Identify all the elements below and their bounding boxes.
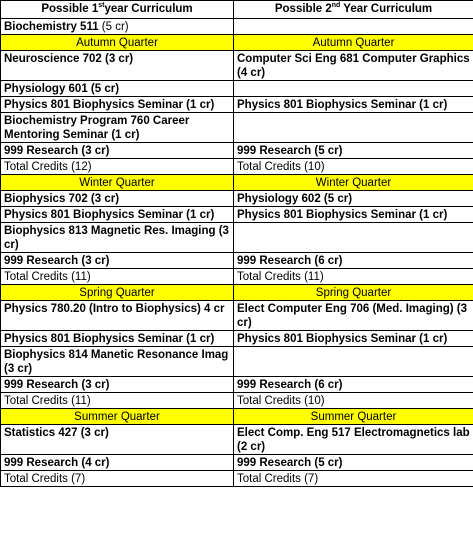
year1-course-cell: Neuroscience 702 (3 cr) — [1, 51, 234, 81]
prereq-cell — [1, 19, 234, 35]
year1-total-credits: Total Credits (12) — [1, 159, 234, 175]
year2-header-suffix: Year Curriculum — [340, 3, 433, 15]
year1-course-cell: 999 Research (3 cr) — [1, 377, 234, 393]
year1-header-prefix: Possible 1 — [41, 3, 99, 15]
prereq-course: Biochemistry 511 — [4, 21, 99, 33]
summer-quarter-band — [1, 409, 473, 425]
prereq-empty-cell — [234, 19, 473, 35]
year2-course-cell: Elect Computer Eng 706 (Med. Imaging) (3 cr) — [234, 301, 473, 331]
course-row — [1, 143, 473, 159]
year2-header-sup: nd — [331, 2, 341, 10]
year2-course-cell: Computer Sci Eng 681 Computer Graphics (4 cr) — [234, 51, 473, 81]
year1-total-credits: Total Credits (7) — [1, 471, 234, 487]
course-row — [1, 253, 473, 269]
year2-total-credits: Total Credits (11) — [234, 269, 473, 285]
empty-cell — [234, 81, 473, 97]
course-row — [1, 301, 473, 331]
year1-course-cell: Physics 780.20 (Intro to Biophysics) 4 cr — [1, 301, 234, 331]
spring-total-row — [1, 393, 473, 409]
year2-total-credits: Total Credits (10) — [234, 393, 473, 409]
year1-course-cell: Biochemistry Program 760 Career Mentoring Seminar (1 cr) — [1, 113, 234, 143]
year1-course-cell: Physics 801 Biophysics Seminar (1 cr) — [1, 331, 234, 347]
year1-course-cell: Physiology 601 (5 cr) — [1, 81, 234, 97]
spring-quarter-label: Spring Quarter — [1, 285, 234, 301]
year2-header — [234, 1, 473, 19]
summer-quarter-label: Summer Quarter — [234, 409, 473, 425]
course-row — [1, 113, 473, 143]
winter-quarter-band — [1, 175, 473, 191]
year2-course-cell: Elect Comp. Eng 517 Electromagnetics lab (2 cr) — [234, 425, 473, 455]
course-row — [1, 191, 473, 207]
course-row — [1, 97, 473, 113]
year1-total-credits: Total Credits (11) — [1, 393, 234, 409]
year2-total-credits: Total Credits (10) — [234, 159, 473, 175]
spring-quarter-label: Spring Quarter — [234, 285, 473, 301]
year1-course-cell: Biophysics 813 Magnetic Res. Imaging (3 cr) — [1, 223, 234, 253]
course-row — [1, 455, 473, 471]
year1-header-sup: st — [98, 2, 105, 10]
course-row — [1, 51, 473, 81]
prereq-credits: (5 cr) — [98, 21, 129, 33]
year1-course-cell: Physics 801 Biophysics Seminar (1 cr) — [1, 97, 234, 113]
prereq-row — [1, 19, 473, 35]
year1-course-cell: Physics 801 Biophysics Seminar (1 cr) — [1, 207, 234, 223]
year1-header-suffix: year Curriculum — [104, 3, 193, 15]
year2-course-cell: 999 Research (6 cr) — [234, 253, 473, 269]
spring-quarter-band — [1, 285, 473, 301]
summer-total-row — [1, 471, 473, 487]
summer-quarter-label: Summer Quarter — [1, 409, 234, 425]
year1-course-cell: 999 Research (4 cr) — [1, 455, 234, 471]
empty-cell — [234, 347, 473, 377]
autumn-quarter-label: Autumn Quarter — [234, 35, 473, 51]
year2-total-credits: Total Credits (7) — [234, 471, 473, 487]
year1-course-cell: Statistics 427 (3 cr) — [1, 425, 234, 455]
course-row — [1, 331, 473, 347]
empty-cell — [234, 113, 473, 143]
year1-total-credits: Total Credits (11) — [1, 269, 234, 285]
year1-course-cell: Biophysics 814 Manetic Resonance Imag (3 cr) — [1, 347, 234, 377]
curriculum-table-body — [1, 1, 473, 487]
empty-cell — [234, 223, 473, 253]
year2-course-cell: 999 Research (6 cr) — [234, 377, 473, 393]
year2-course-cell: Physiology 602 (5 cr) — [234, 191, 473, 207]
year2-course-cell: 999 Research (5 cr) — [234, 143, 473, 159]
course-row — [1, 223, 473, 253]
autumn-quarter-label: Autumn Quarter — [1, 35, 234, 51]
year1-course-cell: Biophysics 702 (3 cr) — [1, 191, 234, 207]
winter-quarter-label: Winter Quarter — [1, 175, 234, 191]
course-row — [1, 207, 473, 223]
course-row — [1, 377, 473, 393]
year1-header — [1, 1, 234, 19]
course-row — [1, 81, 473, 97]
year2-course-cell: Physics 801 Biophysics Seminar (1 cr) — [234, 331, 473, 347]
autumn-quarter-band — [1, 35, 473, 51]
winter-quarter-label: Winter Quarter — [234, 175, 473, 191]
year2-course-cell: Physics 801 Biophysics Seminar (1 cr) — [234, 207, 473, 223]
year2-course-cell: Physics 801 Biophysics Seminar (1 cr) — [234, 97, 473, 113]
autumn-total-row — [1, 159, 473, 175]
year1-course-cell: 999 Research (3 cr) — [1, 253, 234, 269]
year2-header-prefix: Possible 2 — [274, 3, 332, 15]
year2-course-cell: 999 Research (5 cr) — [234, 455, 473, 471]
course-row — [1, 425, 473, 455]
year1-course-cell: 999 Research (3 cr) — [1, 143, 234, 159]
course-row — [1, 347, 473, 377]
header-row — [1, 1, 473, 19]
winter-total-row — [1, 269, 473, 285]
